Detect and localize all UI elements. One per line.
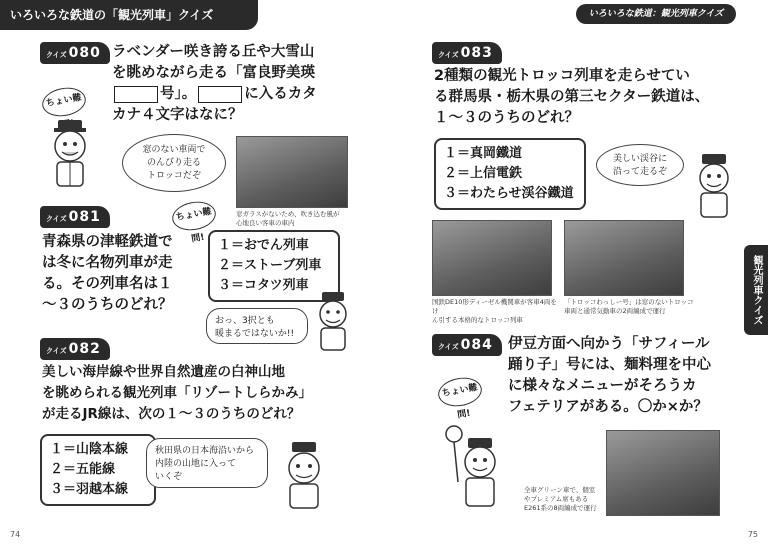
answer-blank	[198, 86, 242, 103]
question-line: を眺めながら走る「富良野美瑛	[112, 65, 315, 81]
side-tab: 観光列車クイズ	[744, 245, 768, 335]
choice-item: ２＝五能線	[50, 462, 116, 477]
conductor-mascot-icon	[310, 290, 354, 352]
quiz-number: 080	[68, 45, 101, 61]
choice-item: ３＝コタツ列車	[218, 278, 309, 293]
choice-item: ３＝わたらせ渓谷鐵道	[444, 186, 574, 201]
page-number-right: 75	[747, 530, 758, 539]
diesel-trolley-photo	[432, 220, 552, 296]
choices-083	[434, 138, 586, 210]
quiz-badge-081: クイズ 081	[40, 206, 110, 228]
quiz-badge-083: クイズ 083	[432, 42, 502, 64]
choice-item: ２＝上信電鉄	[444, 166, 523, 181]
hint-bubble-080: 窓のない車両で のんびり走る トロッコだぞ	[122, 134, 226, 192]
choice-item: ３＝羽越本線	[50, 482, 129, 497]
page-number-left: 74	[10, 530, 21, 539]
quiz-badge-080	[40, 42, 110, 64]
choice-item: １＝山陰本線	[50, 442, 129, 457]
conductor-mascot-icon	[278, 440, 330, 512]
conductor-mascot-icon	[690, 152, 736, 220]
question-line: カナ４文字はなに？	[112, 107, 243, 123]
right-page	[384, 0, 768, 545]
right-header: いろいろな鉄道：観光列車クイズ	[576, 4, 736, 24]
saphir-odoriko-photo	[606, 430, 720, 516]
question-080	[112, 42, 382, 126]
conductor-mascot-with-flag-icon	[444, 422, 508, 512]
question-line: ラベンダー咲き誇る丘や大雪山	[112, 44, 315, 60]
conductor-mascot-icon	[44, 118, 94, 192]
hint-bubble-083: 美しい渓谷に 沿って走るぞ	[596, 144, 684, 186]
photo-caption: 全車グリーン車で、個室 やプレミアム席もある E261系の8両編成で運行	[524, 486, 597, 512]
choices-082	[40, 434, 156, 506]
choice-item: ２＝ストーブ列車	[218, 258, 322, 273]
choice-item: １＝真岡鐵道	[444, 146, 523, 161]
difficulty-burst: ちょい難問!	[40, 84, 88, 119]
quiz-badge-label: クイズ	[46, 51, 67, 59]
watarase-trolley-photo	[564, 220, 684, 296]
photo-caption: 「トロッコわっしー号」は窓のないトロッコ 車両と通常気動車の2両編成で運行	[564, 298, 694, 315]
difficulty-burst: ちょい難問!	[436, 374, 484, 409]
question-line: 号」。 に入るカタ	[112, 84, 382, 105]
question-081: 青森県の津軽鉄道で は冬に名物列車が走 る。その列車名は１ ～３のうちのどれ？	[42, 234, 173, 313]
left-header: いろいろな鉄道の「観光列車」クイズ	[0, 0, 258, 30]
trolley-interior-photo	[236, 136, 348, 208]
question-084: 伊豆方面へ向かう「サフィール 踊り子」号には、麺料理を中心 に様々なメニューがそろうカ フェテリアがある。〇か×か？	[508, 336, 711, 415]
question-083: 2種類の観光トロッコ列車を走らせてい る群馬県・栃木県の第三セクター鉄道は、 １～３のうちのどれ？	[434, 68, 710, 126]
photo-caption: 窓ガラスがないため、吹き込む風が 心地良い客車の車内	[236, 210, 340, 227]
hint-bubble-082: 秋田県の日本海沿いから 内陸の山地に入って いくぞ	[146, 438, 268, 488]
answer-blank	[114, 86, 158, 103]
hint-bubble-081: おっ、3択とも 暖まるではないか!!	[206, 308, 308, 344]
quiz-badge-084: クイズ 084	[432, 334, 502, 356]
photo-caption: 国鉄DE10形ディーゼル機関車が客車4両をけ ん引する本格的なトロッコ列車	[432, 298, 557, 324]
question-082: 美しい海岸線や世界自然遺産の白神山地 を眺められる観光列車「リゾートしらかみ」 が走るJR線は、次の１～３のうちのどれ？	[42, 364, 312, 422]
choice-item: １＝おでん列車	[218, 238, 309, 253]
quiz-badge-082: クイズ 082	[40, 338, 110, 360]
difficulty-burst: ちょい難問!	[170, 198, 218, 233]
